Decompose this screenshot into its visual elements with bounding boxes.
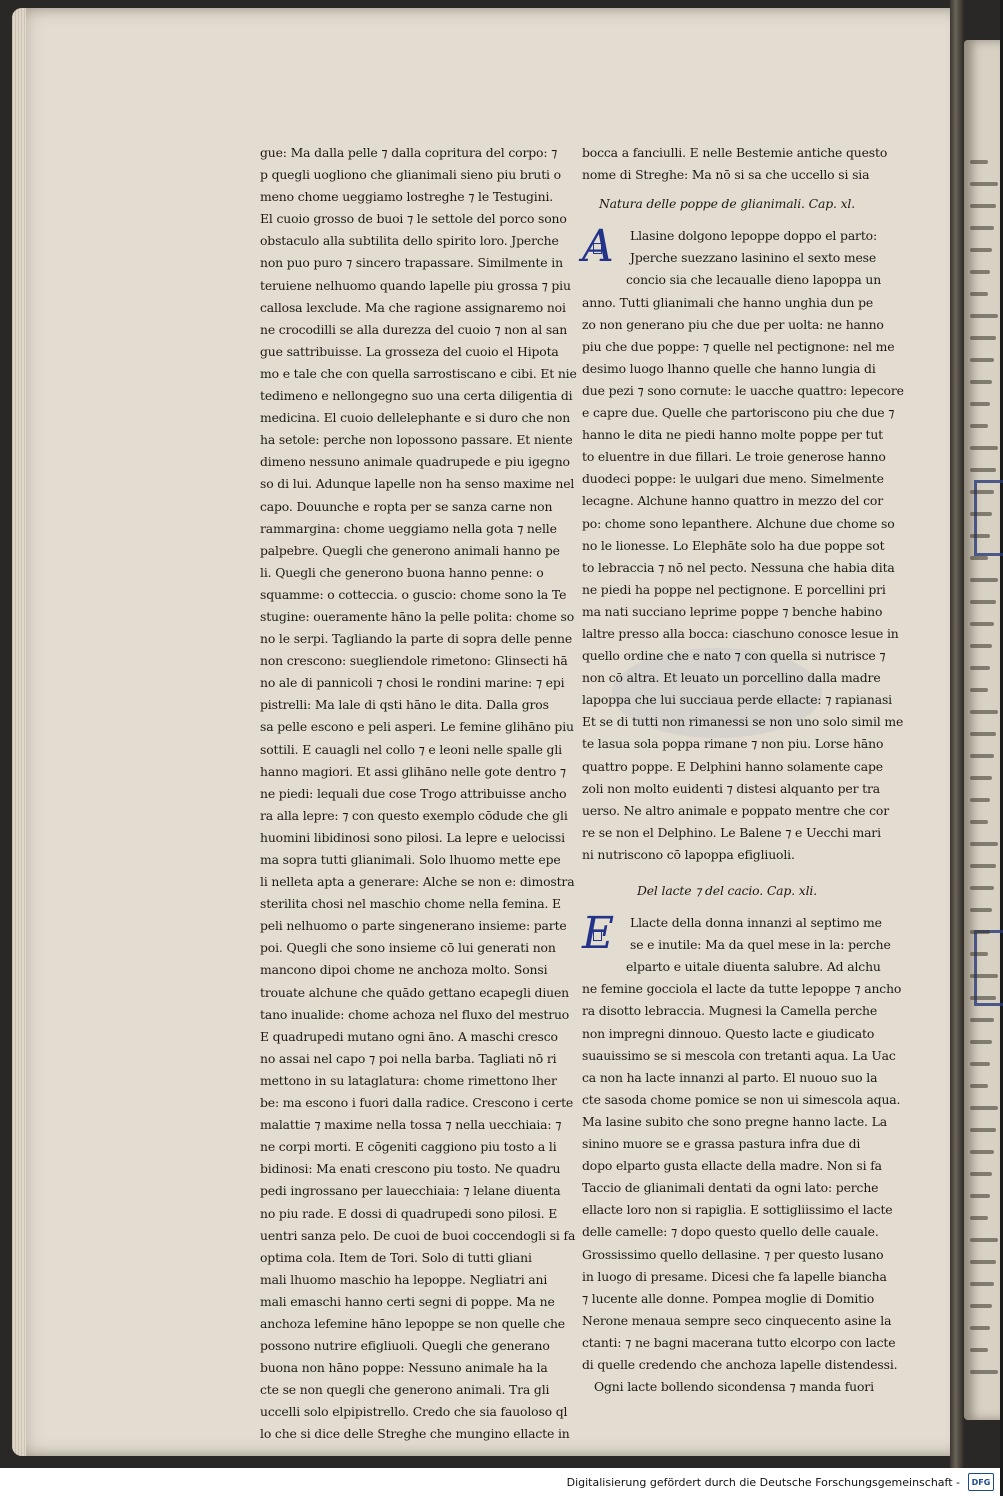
text-line: mali lhuomo maschio ha lepoppe. Negliatri ani bbox=[260, 1271, 548, 1287]
adjacent-text-line bbox=[970, 578, 998, 582]
text-line: ne crocodilli se alla durezza del cuoio ⁊ non al san bbox=[260, 321, 568, 337]
section-poppe bbox=[582, 221, 904, 866]
text-line: piu che due poppe: ⁊ quelle nel pectignone: nel me bbox=[582, 338, 895, 354]
adjacent-text-line bbox=[970, 1172, 992, 1176]
adjacent-text-line bbox=[970, 1084, 988, 1088]
text-line: lapoppa che lui succiaua perde ellacte: ⁊ rapianasi bbox=[582, 692, 892, 708]
adjacent-text-line bbox=[970, 490, 994, 494]
adjacent-text-line bbox=[970, 1040, 992, 1044]
text-line: dimeno nessuno animale quadrupede e piu igegno bbox=[260, 454, 570, 470]
text-line: ma sopra tutti glianimali. Solo lhuomo mette epe bbox=[260, 852, 561, 867]
text-line: laltre presso alla bocca: ciaschuno conosce lesue in bbox=[582, 625, 899, 641]
text-line: ne corpi morti. E cōgeniti caggiono piu tosto a li bbox=[260, 1139, 557, 1155]
text-line: p quegli uogliono che glianimali sieno piu bruti o bbox=[260, 167, 561, 183]
right-text-column bbox=[582, 142, 904, 1398]
adjacent-text-line bbox=[970, 402, 990, 406]
adjacent-text-line bbox=[970, 358, 994, 362]
adjacent-text-line bbox=[970, 1106, 998, 1110]
text-line: tedimeno e nellongegno suo una certa diligentia di bbox=[260, 388, 573, 404]
adjacent-text-line bbox=[970, 644, 992, 648]
text-line: poi. Quegli che sono insieme cō lui generati non bbox=[260, 940, 556, 956]
text-line: El cuoio grosso de buoi ⁊ le settole del porco sono bbox=[260, 211, 567, 227]
text-line: e capre due. Quelle che partoriscono piu che due ⁊ bbox=[582, 405, 895, 421]
adjacent-text-line bbox=[970, 182, 998, 186]
text-line: medicina. El cuoio dellelephante e si duro che non bbox=[260, 410, 571, 426]
adjacent-text-line bbox=[970, 534, 990, 538]
adjacent-text-line bbox=[970, 842, 998, 846]
text-line: obstaculo alla subtilita dello spirito loro. Jperche bbox=[260, 233, 559, 249]
text-line: due pezi ⁊ sono cornute: le uacche quattro: lepecore bbox=[582, 382, 904, 398]
adjacent-text-line bbox=[970, 270, 990, 274]
text-line: mettono in su lataglatura: chome rimettono lher bbox=[260, 1072, 557, 1088]
text-line: no le serpi. Tagliando la parte di sopra delle penne bbox=[260, 631, 573, 647]
adjacent-text-line bbox=[970, 1304, 992, 1308]
section-poppe-text bbox=[582, 225, 904, 866]
adjacent-page-edge bbox=[964, 40, 1000, 1420]
adjacent-text-line bbox=[970, 248, 992, 252]
text-line: so di lui. Adunque lapelle non ha senso maxime nel bbox=[260, 476, 575, 492]
text-line: elparto e uitale diuenta salubre. Ad alchu bbox=[626, 959, 881, 975]
text-line: non crescono: suegliendole rimetono: Glinsecti hā bbox=[260, 653, 568, 669]
text-line: gue: Ma dalla pelle ⁊ dalla copritura del corpo: ⁊ bbox=[260, 145, 558, 160]
text-line: quattro poppe. E Delphini hanno solamente cape bbox=[582, 758, 883, 774]
text-line: pedi ingrossano per lauecchiaia: ⁊ lelane diuenta bbox=[260, 1183, 561, 1199]
text-line: ne femine gocciola el lacte da tutte lepoppe ⁊ ancho bbox=[582, 981, 902, 997]
left-text-column bbox=[260, 142, 577, 1446]
text-line: ellacte loro non si rapiglia. E sottigliissimo el lacte bbox=[582, 1202, 893, 1218]
adjacent-text-line bbox=[970, 1216, 988, 1220]
text-line: ma nati succiano leprime poppe ⁊ benche habino bbox=[582, 603, 883, 619]
adjacent-text-line bbox=[970, 1018, 994, 1022]
adjacent-text-line bbox=[970, 952, 988, 956]
text-line: re se non el Delphino. Le Balene ⁊ e Uecchi mari bbox=[582, 824, 881, 840]
adjacent-text-line bbox=[970, 512, 992, 516]
text-line: rammargina: chome ueggiamo nella gota ⁊ nelle bbox=[260, 520, 557, 536]
text-line: zoli non molto euidenti ⁊ distesi alquanto per tra bbox=[582, 780, 881, 796]
text-line: to eluentre in due fillari. Le troie generose hanno bbox=[582, 449, 886, 465]
text-line: sa pelle escono e peli asperi. Le femine glihāno piu bbox=[260, 719, 574, 735]
text-line: mali emaschi hanno certi segni di poppe. Ma ne bbox=[260, 1293, 555, 1309]
text-line: Grossissimo quello dellasine. ⁊ per questo lusano bbox=[582, 1246, 884, 1262]
adjacent-text-line bbox=[970, 622, 994, 626]
adjacent-text-line bbox=[970, 1150, 994, 1154]
text-line: li nelleta apta a generare: Alche se non e: dimostra bbox=[260, 874, 575, 890]
text-line: no ale di pannicoli ⁊ chosi le rondini marine: ⁊ epi bbox=[260, 675, 565, 691]
text-line: ca non ha lacte innanzi al parto. El nuouo suo la bbox=[582, 1069, 878, 1085]
text-line: possono nutrire efigliuoli. Quegli che generano bbox=[260, 1338, 550, 1354]
text-line: ha setole: perche non lopossono passare. Et niente bbox=[260, 432, 573, 448]
text-line: zo non generano piu che due per uolta: ne hanno bbox=[582, 316, 884, 332]
adjacent-text-line bbox=[970, 160, 988, 164]
text-line: meno chome ueggiamo lostreghe ⁊ le Testugini. bbox=[260, 189, 554, 205]
chapter-heading-xl: Natura delle poppe de glianimali. Cap. xl. bbox=[598, 196, 856, 212]
text-line: capo. Douunche e ropta per se sanza carne non bbox=[260, 498, 553, 514]
adjacent-text-line bbox=[970, 1062, 990, 1066]
text-line: Nerone menaua sempre seco cinquecento asine la bbox=[582, 1312, 892, 1328]
adjacent-text-line bbox=[970, 1128, 996, 1132]
adjacent-text-line bbox=[970, 732, 996, 736]
adjacent-text-line bbox=[970, 754, 994, 758]
text-line: huomini libidinosi sono pilosi. La lepre e uelocissi bbox=[260, 829, 565, 845]
text-line: ctanti: ⁊ ne bagni macerana tutto elcorpo con lacte bbox=[582, 1334, 896, 1350]
text-line: mancono dipoi chome ne anchoza molto. Sonsi bbox=[260, 962, 548, 978]
text-line: lecagne. Alchune hanno quattro in mezzo del cor bbox=[582, 493, 883, 509]
footer-bar bbox=[0, 1468, 1000, 1496]
text-line: suauissimo se si mescola con tretanti aqua. La Uac bbox=[582, 1047, 896, 1063]
adjacent-text-line bbox=[970, 446, 998, 450]
text-line: cte sasoda chome pomice se non ui simescola aqua. bbox=[582, 1091, 901, 1107]
text-line: no piu rade. E dossi di quadrupedi sono pilosi. E bbox=[260, 1205, 558, 1221]
text-line: peli nelhuomo o parte singenerano insieme: parte bbox=[260, 918, 567, 934]
text-line: desimo luogo lhanno quelle che hanno lungia di bbox=[582, 360, 876, 376]
text-line: delle camelle: ⁊ dopo questo quello delle cauale. bbox=[582, 1224, 879, 1240]
text-line: hanno magiori. Et assi glihāno nelle gote dentro ⁊ bbox=[260, 763, 566, 779]
text-line: nome di Streghe: Ma nō si sa che uccello si sia bbox=[582, 167, 870, 183]
adjacent-initial-letter bbox=[974, 930, 1003, 1006]
text-line: stugine: oueramente hāno la pelle polita: chome so bbox=[260, 608, 575, 624]
text-line: Llacte della donna innanzi al septimo me bbox=[630, 915, 882, 931]
adjacent-text-line bbox=[970, 996, 996, 1000]
adjacent-text-line bbox=[970, 380, 992, 384]
text-line: bidinosi: Ma enati crescono piu tosto. Ne quadru bbox=[260, 1161, 561, 1177]
text-line: in luogo di presame. Dicesi che fa lapelle biancha bbox=[582, 1268, 887, 1284]
text-line: buona non hāno poppe: Nessuno animale ha la bbox=[260, 1360, 548, 1376]
text-line: optima cola. Item de Tori. Solo di tutti gliani bbox=[260, 1249, 532, 1265]
text-line: dopo elparto gusta ellacte della madre. Non si fa bbox=[582, 1158, 882, 1174]
text-line: ra disotto lebraccia. Mugnesi la Camella perche bbox=[582, 1003, 878, 1019]
adjacent-text-line bbox=[970, 688, 988, 692]
adjacent-text-line bbox=[970, 864, 996, 868]
text-line: non puo puro ⁊ sincero trapassare. Similmente in bbox=[260, 255, 563, 271]
book-page bbox=[12, 8, 962, 1456]
continued-text bbox=[582, 142, 888, 186]
text-line: palpebre. Quegli che generono animali hanno pe bbox=[260, 542, 560, 558]
text-line: sottili. E cauagli nel collo ⁊ e leoni nelle spalle gli bbox=[260, 741, 562, 757]
text-line: mo e tale che con quella sarrostiscano e cibi. Et nie bbox=[260, 365, 577, 381]
adjacent-text-line bbox=[970, 204, 996, 208]
text-line: no le lionesse. Lo Elephāte solo ha due poppe sot bbox=[582, 537, 885, 553]
adjacent-text-line bbox=[970, 1348, 988, 1352]
text-line: se e inutile: Ma da quel mese in la: perche bbox=[630, 937, 891, 953]
book-gutter bbox=[950, 0, 964, 1468]
text-line: sterilita chosi nel maschio chome nella femina. E bbox=[260, 896, 561, 912]
text-line: ra alla lepre: ⁊ con questo exemplo cōdude che gli bbox=[260, 807, 568, 823]
text-line: no assai nel capo ⁊ poi nella barba. Tagliati nō ri bbox=[260, 1050, 557, 1066]
text-line: anno. Tutti glianimali che hanno unghia dun pe bbox=[582, 294, 874, 310]
text-line: ⁊ lucente alle donne. Pompea moglie di Domitio bbox=[582, 1290, 875, 1306]
chapter-heading-xli: Del lacte ⁊ del cacio. Cap. xli. bbox=[636, 883, 818, 898]
text-line: uccelli solo elpipistrello. Credo che sia fauoloso ql bbox=[260, 1404, 568, 1420]
adjacent-text-line bbox=[970, 292, 988, 296]
text-line: Et se di tutti non rimanessi se non uno solo simil me bbox=[582, 714, 904, 730]
text-line: duodeci poppe: le uulgari due meno. Simelmente bbox=[582, 471, 884, 487]
page-edge bbox=[12, 8, 26, 1456]
text-line: malattie ⁊ maxime nella tossa ⁊ nella uecchiaia: ⁊ bbox=[260, 1117, 562, 1133]
adjacent-text-line bbox=[970, 1370, 998, 1374]
adjacent-text-line bbox=[970, 1326, 990, 1330]
text-line: non impregni dinnouo. Questo lacte e giudicato bbox=[582, 1025, 875, 1041]
text-line: ne piedi: lequali due cose Trogo attribuisse ancho bbox=[260, 785, 567, 801]
adjacent-text-line bbox=[970, 424, 988, 428]
text-line: to lebraccia ⁊ nō nel pecto. Nessuna che habia dita bbox=[582, 559, 895, 575]
adjacent-text-line bbox=[970, 908, 992, 912]
text-line: tano inualide: chome achoza nel fluxo del mestruo bbox=[260, 1006, 570, 1022]
text-line: trouate alchune che quādo gettano ecapegli diuen bbox=[260, 984, 569, 1000]
text-line: uentri sanza pelo. De cuoi de buoi coccendogli si fa bbox=[260, 1227, 576, 1243]
text-line: Taccio de glianimali dentati da ogni lato: perche bbox=[582, 1180, 879, 1196]
text-line: li. Quegli che generono buona hanno penne: o bbox=[260, 564, 544, 580]
text-line: lo che si dice delle Streghe che mungino ellacte in bbox=[260, 1426, 570, 1442]
adjacent-text-line bbox=[970, 710, 998, 714]
adjacent-text-line bbox=[970, 776, 992, 780]
text-line: Ogni lacte bollendo sicondensa ⁊ manda fuori bbox=[594, 1379, 874, 1395]
text-line: be: ma escono i fuori dalla radice. Crescono i certe bbox=[260, 1095, 574, 1111]
adjacent-text-line bbox=[970, 1260, 996, 1264]
adjacent-text-line bbox=[970, 468, 996, 472]
adjacent-text-line bbox=[970, 600, 996, 604]
adjacent-text-line bbox=[970, 974, 998, 978]
text-line: ni nutriscono cō lapoppa efigliuoli. bbox=[582, 846, 795, 862]
funding-credit: Digitalisierung gefördert durch die Deutsche Forschungsgemeinschaft - bbox=[566, 1475, 960, 1489]
text-line: hanno le dita ne piedi hanno molte poppe per tut bbox=[582, 427, 884, 443]
text-line: bocca a fanciulli. E nelle Bestemie antiche questo bbox=[582, 145, 888, 160]
text-line: non cō altra. Et leuato un porcellino dalla madre bbox=[582, 670, 881, 686]
text-line: callosa lexclude. Ma che ragione assignaremo noi bbox=[260, 299, 566, 315]
initial-letter-a: A bbox=[582, 227, 624, 267]
adjacent-text-line bbox=[970, 1238, 998, 1242]
section-lacte bbox=[582, 908, 902, 1398]
text-line: Llasine dolgono lepoppe doppo el parto: bbox=[630, 228, 877, 244]
dfg-logo: DFG bbox=[968, 1473, 994, 1491]
section-lacte-text bbox=[582, 912, 902, 1398]
adjacent-text-line bbox=[970, 930, 990, 934]
text-line: anchoza lefemine hāno lepoppe se non quelle che bbox=[260, 1315, 565, 1331]
text-line: E quadrupedi mutano ogni āno. A maschi cresco bbox=[260, 1028, 558, 1044]
text-line: Ma lasine subito che sono pregne hanno lacte. La bbox=[582, 1113, 887, 1129]
adjacent-text-line bbox=[970, 314, 998, 318]
adjacent-text-line bbox=[970, 886, 994, 890]
text-line: squamme: o cotteccia. o guscio: chome sono la Te bbox=[260, 586, 567, 602]
text-line: concio sia che lecaualle dieno lapoppa un bbox=[626, 272, 882, 288]
initial-letter-e: E bbox=[582, 914, 624, 954]
text-line: sinino muore se e grassa pastura infra due di bbox=[582, 1136, 861, 1152]
text-line: cte se non quegli che generono animali. Tra gli bbox=[260, 1382, 550, 1398]
text-line: ne piedi ha poppe nel pectignone. E porcellini pri bbox=[582, 581, 886, 597]
adjacent-text-line bbox=[970, 1282, 994, 1286]
text-line: po: chome sono lepanthere. Alchune due chome so bbox=[582, 515, 895, 531]
adjacent-text-line bbox=[970, 666, 990, 670]
adjacent-text-line bbox=[970, 336, 996, 340]
adjacent-text-line bbox=[970, 556, 988, 560]
text-line: uerso. Ne altro animale e poppato mentre che cor bbox=[582, 802, 890, 818]
adjacent-text-line bbox=[970, 820, 988, 824]
adjacent-text-line bbox=[970, 1194, 990, 1198]
text-line: teruiene nelhuomo quando lapelle piu grossa ⁊ piu bbox=[260, 277, 571, 293]
text-line: pistrelli: Ma lale di qsti hāno le dita. Dalla gros bbox=[260, 697, 549, 713]
text-line: di quelle credendo che anchoza lapelle distendessi. bbox=[582, 1356, 898, 1372]
text-line: te lasua sola poppa rimane ⁊ non piu. Lorse hāno bbox=[582, 736, 884, 752]
text-line: quello ordine che e nato ⁊ con quella si nutrisce ⁊ bbox=[582, 648, 886, 664]
text-line: gue sattribuisse. La grosseza del cuoio el Hipota bbox=[260, 343, 559, 359]
text-line: Jperche suezzano lasinino el sexto mese bbox=[630, 250, 877, 266]
adjacent-text-line bbox=[970, 798, 990, 802]
adjacent-text-line bbox=[970, 226, 994, 230]
